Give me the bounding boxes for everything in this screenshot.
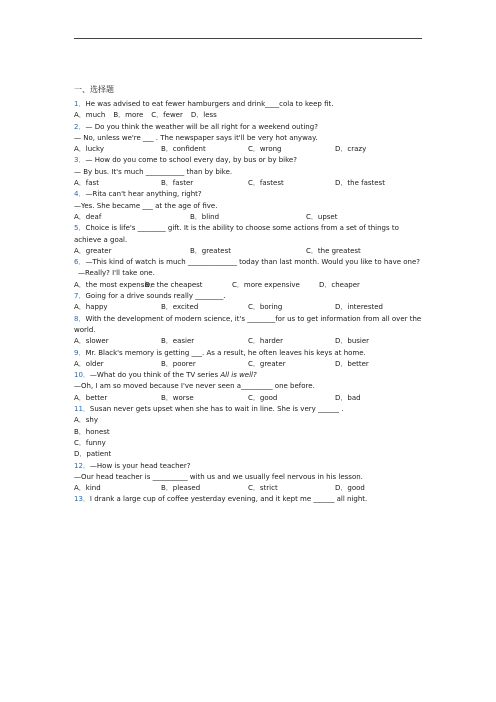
question-7: 7．Going for a drive sounds really ________. (74, 292, 226, 301)
options-2 (74, 144, 422, 155)
option[interactable]: B．pleased (161, 484, 201, 493)
exam-page (74, 84, 422, 506)
question-8: 8．With the development of modern science, it's ________for us to get information from all over the world. (74, 314, 422, 334)
question-2-line-2: — No, unless we're ___ . The newspaper says it'll be very hot anyway. (74, 133, 318, 142)
option[interactable]: B．excited (161, 303, 199, 312)
option[interactable]: A．shy (74, 416, 99, 425)
options-5 (74, 246, 422, 257)
option[interactable]: A．fast (74, 179, 99, 188)
option[interactable]: C．strict (248, 484, 278, 493)
option[interactable]: C．funny (74, 438, 106, 447)
option[interactable]: B．poorer (161, 359, 196, 368)
option[interactable]: B．confident (161, 145, 206, 154)
question-10-line-2: —Oh, I am so moved because I've never seen a_________ one before. (74, 382, 315, 391)
options-4 (74, 212, 422, 223)
question-6: 6．—This kind of watch is much ______________ today than last month. Would you like to have one? (74, 258, 420, 267)
question-13: 13．I drank a large cup of coffee yesterday evening, and it kept me ______ all night. (74, 495, 368, 504)
options-12 (74, 483, 422, 494)
question-12: 12．—How is your head teacher? (74, 461, 191, 470)
question-4: 4．—Rita can't hear anything, right? (74, 190, 202, 199)
option[interactable]: A．slower (74, 337, 109, 346)
option[interactable]: A．older (74, 359, 104, 368)
question-4-line-2: —Yes. She became ___ at the age of five. (74, 201, 218, 210)
options-3 (74, 178, 422, 189)
question-5: 5．Choice is life's ________ gift. It is the ability to choose some actions from a set of things to achieve a goal. (74, 224, 399, 244)
option[interactable]: C．fastest (248, 179, 284, 188)
option[interactable]: D．bad (335, 393, 361, 402)
question-12-line-2: —Our head teacher is __________ with us and we usually feel nervous in his lesson. (74, 472, 363, 481)
option[interactable]: B．greatest (190, 246, 232, 255)
option[interactable]: A．the most expensive (74, 280, 155, 289)
option[interactable]: C．the greatest (306, 246, 361, 255)
question-6-line-2: —Really? I'll take one. (78, 269, 155, 278)
option[interactable]: C．good (248, 393, 278, 402)
option[interactable]: D．patient (74, 450, 112, 459)
option[interactable]: C．more expensive (232, 280, 300, 289)
options-1 (74, 110, 422, 121)
question-2: 2．— Do you think the weather will be all right for a weekend outing? (74, 122, 318, 131)
option[interactable]: B．blind (190, 212, 220, 221)
option[interactable]: D．better (335, 359, 369, 368)
option[interactable]: D．less (190, 111, 217, 120)
option[interactable]: D．cheaper (319, 280, 360, 289)
options-9 (74, 359, 422, 370)
option[interactable]: C．wrong (248, 145, 282, 154)
option[interactable]: C．boring (248, 303, 283, 312)
option[interactable]: A．better (74, 393, 108, 402)
question-1: 1．He was advised to eat fewer hamburgers and drink____cola to keep fit. (74, 100, 334, 108)
option[interactable]: B．faster (161, 179, 194, 188)
options-10 (74, 393, 422, 404)
option[interactable]: D．crazy (335, 145, 367, 154)
question-9: 9．Mr. Black's memory is getting ___. As a result, he often leaves his keys at home. (74, 348, 366, 357)
option[interactable]: A．happy (74, 303, 108, 312)
option[interactable]: D．busier (335, 337, 370, 346)
option[interactable]: A．kind (74, 484, 101, 493)
section-title: 一、选择题 (74, 85, 114, 94)
options-7 (74, 302, 422, 313)
option[interactable]: A．much (74, 111, 106, 120)
option[interactable]: D．interested (335, 303, 383, 312)
options-6 (74, 280, 422, 291)
option[interactable]: B．more (113, 111, 144, 120)
question-10: 10．—What do you think of the TV series All is well? (74, 371, 257, 380)
option[interactable]: C．greater (248, 359, 286, 368)
question-3-line-2: — By bus. It's much ___________ than by bike. (74, 167, 233, 176)
option[interactable]: A．greater (74, 246, 112, 255)
option[interactable]: B．easier (161, 337, 195, 346)
option[interactable]: D．good (335, 484, 365, 493)
option[interactable]: D．the fastest (335, 179, 385, 188)
option[interactable]: C．upset (306, 212, 338, 221)
option[interactable]: C．fewer (151, 111, 183, 120)
header-rule (74, 38, 422, 39)
option[interactable]: B．the cheapest (145, 280, 203, 289)
question-3: 3．— How do you come to school every day, by bus or by bike? (74, 156, 297, 165)
option[interactable]: B．worse (161, 393, 194, 402)
option[interactable]: C．harder (248, 337, 283, 346)
option[interactable]: A．lucky (74, 145, 104, 154)
option[interactable]: B．honest (74, 427, 110, 436)
option[interactable]: A．deaf (74, 212, 102, 221)
options-8 (74, 336, 422, 347)
question-11: 11．Susan never gets upset when she has to wait in line. She is very ______ . (74, 405, 344, 414)
